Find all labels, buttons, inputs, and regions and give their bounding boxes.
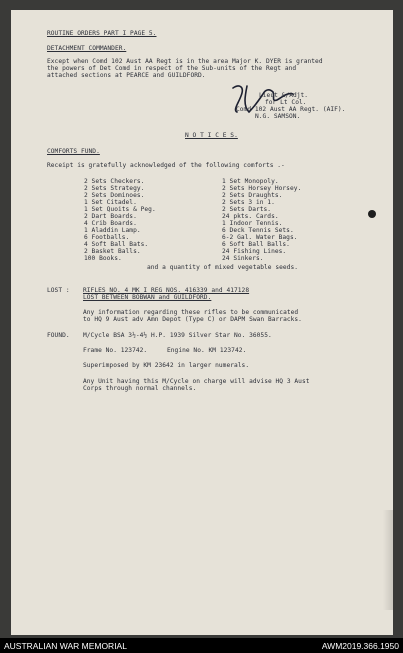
footer-accession-number: AWM2019.366.1950 — [321, 641, 399, 651]
comforts-right-item: 6 Deck Tennis Sets. — [222, 227, 294, 234]
detachment-line-1: Except when Comd 102 Aust AA Regt is in the area Major K. DYER is granted — [47, 58, 323, 65]
comforts-left-item: 2 Sets Checkers. — [84, 178, 145, 185]
detachment-line-3: attached sections at PEARCE and GUILDFORD. — [47, 72, 206, 79]
found-advise-2: Corps through normal channels. — [83, 385, 197, 392]
signature-line-3: Comd 102 Aust AA Regt. (AIF). — [236, 106, 346, 113]
document-page — [11, 10, 393, 635]
comforts-right-item: 1 Set Monopoly. — [222, 178, 279, 185]
lost-line-1: RIFLES NO. 4 MK I REG NOS. 416339 and 417128 — [83, 287, 250, 294]
footer-institution: AUSTRALIAN WAR MEMORIAL — [4, 641, 127, 651]
comforts-left-item: 2 Sets Strategy. — [84, 185, 145, 192]
lost-info-2: to HQ 9 Aust adv Amn Depot (Type C) or DAPM Swan Barracks. — [83, 316, 302, 323]
lost-line-2: LOST BETWEEN BOBWAN and GUILDFORD. — [83, 294, 212, 301]
comforts-right-item: 24 pkts. Cards. — [222, 213, 279, 220]
detachment-line-2: the powers of Det Comd in respect of the Sub-units of the Regt and — [47, 65, 297, 72]
page-edge-shadow — [383, 510, 393, 610]
comforts-right-item: 2 Sets Darts. — [222, 206, 272, 213]
comforts-left-item: 2 Sets Dominoes. — [84, 192, 145, 199]
comforts-left-item: 2 Dart Boards. — [84, 213, 137, 220]
comforts-right-item: 2 Sets 3 in 1. — [222, 199, 275, 206]
comforts-left-item: 1 Set Citadel. — [84, 199, 137, 206]
comforts-left-item: 100 Books. — [84, 255, 122, 262]
punch-hole — [368, 210, 376, 218]
comforts-right-item: 24 Sinkers. — [222, 255, 264, 262]
found-superimposed: Superimposed by KM 23642 in larger numerals. — [83, 362, 250, 369]
found-advise-1: Any Unit having this M/Cycle on charge will advise HQ 3 Aust — [83, 378, 310, 385]
comforts-left-item: 6 Footballs. — [84, 234, 130, 241]
comforts-right-item: 6 Soft Ball Balls. — [222, 241, 290, 248]
comforts-left-item: 4 Crib Boards. — [84, 220, 137, 227]
signature-line-1: Lieut &/Adjt. — [259, 92, 309, 99]
signature-line-4: N.G. SAMSON. — [255, 113, 301, 120]
found-line-1: M/Cycle BSA 3½-4½ H.P. 1939 Silver Star No. 36055. — [83, 332, 272, 339]
found-label: FOUND. — [47, 332, 70, 339]
comforts-right-item: 1 Indoor Tennis. — [222, 220, 283, 227]
comforts-left-item: 2 Basket Balls. — [84, 248, 141, 255]
comforts-right-item: 24 Fishing Lines. — [222, 248, 287, 255]
comforts-heading: COMFORTS FUND. — [47, 148, 100, 155]
lost-label: LOST : — [47, 287, 70, 294]
found-engine: Engine No. KM 123742. — [167, 347, 247, 354]
comforts-closing: and a quantity of mixed vegetable seeds. — [147, 264, 299, 271]
comforts-right-item: 6-2 Gal. Water Bags. — [222, 234, 298, 241]
comforts-right-item: 2 Sets Draughts. — [222, 192, 283, 199]
routine-orders-header: ROUTINE ORDERS PART I PAGE 5. — [47, 30, 157, 37]
notices-heading: N O T I C E S. — [185, 132, 238, 139]
comforts-left-item: 4 Soft Ball Bats. — [84, 241, 149, 248]
archive-footer-bar — [0, 638, 403, 653]
lost-info-1: Any information regarding these rifles to be communicated — [83, 309, 299, 316]
found-frame: Frame No. 123742. — [83, 347, 148, 354]
detachment-heading: DETACHMENT COMMANDER. — [47, 45, 127, 52]
comforts-left-item: 1 Set Quoits & Peg. — [84, 206, 156, 213]
comforts-right-item: 2 Sets Horsey Horsey. — [222, 185, 302, 192]
signature-line-2: for Lt Col. — [265, 99, 307, 106]
comforts-intro: Receipt is gratefully acknowledged of the following comforts .- — [47, 162, 285, 169]
comforts-left-item: 1 Aladdin Lamp. — [84, 227, 141, 234]
